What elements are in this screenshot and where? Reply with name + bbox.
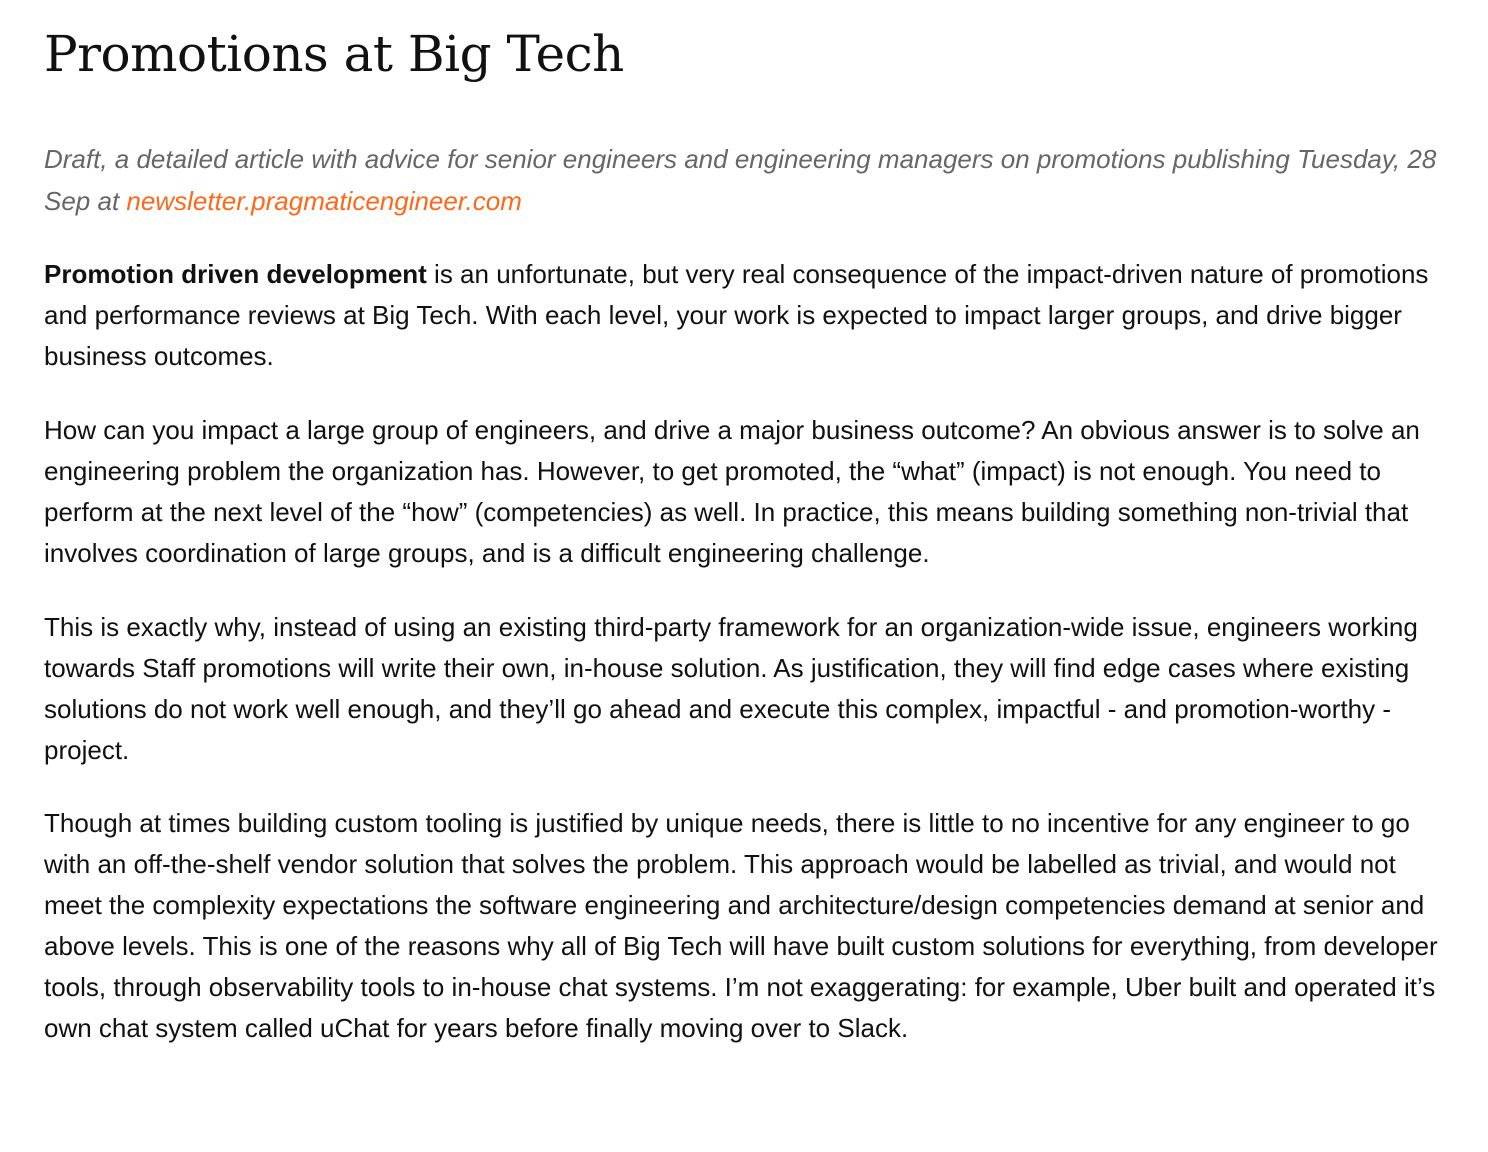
paragraph-4: Though at times building custom tooling is justified by unique needs, there is little to no incentive for any engineer to go with an off-the-shelf vendor solution that solves the problem. This approach would be labelled as trivial, and would not meet the complexity expectations the software engineering and architecture/design competencies demand at senior and above levels. This is one of the reasons why all of Big Tech will have built custom solutions for everything, from developer tools, through observability tools to in-house chat systems. I’m not exaggerating: for example, Uber built and operated it’s own chat system called uChat for years before finally moving over to Slack.	[44, 808, 1438, 1043]
article-title: Promotions at Big Tech	[44, 25, 624, 83]
paragraph-1-bold-lead: Promotion driven development	[44, 259, 427, 289]
newsletter-link[interactable]: newsletter.pragmaticengineer.com	[126, 186, 522, 216]
article	[44, 0, 1454, 1049]
paragraph-2: How can you impact a large group of engineers, and drive a major business outcome? An obvious answer is to solve an engineering problem the organization has. However, to get promoted, the “what” (impact) is not enough. You need to perform at the next level of the “how” (competencies) as well. In practice, this means building something non-trivial that involves coordination of large groups, and is a difficult engineering challenge.	[44, 415, 1420, 568]
paragraph-1	[44, 254, 1454, 377]
article-intro	[44, 138, 1454, 222]
paragraph-3: This is exactly why, instead of using an existing third-party framework for an organization-wide issue, engineers working towards Staff promotions will write their own, in-house solution. As justification, they will find edge cases where existing solutions do not work well enough, and they’ll go ahead and execute this complex, impactful - and promotion-worthy - project.	[44, 612, 1418, 765]
intro-text: Draft, a detailed article with advice for senior engineers and engineering managers on promotions publishing Tuesday, 28 Sep at	[44, 144, 1437, 216]
paragraph-1-text: is an unfortunate, but very real consequence of the impact-driven nature of promotions and performance reviews at Big Tech. With each level, your work is expected to impact larger groups, and drive bigger business outcomes.	[44, 259, 1429, 371]
